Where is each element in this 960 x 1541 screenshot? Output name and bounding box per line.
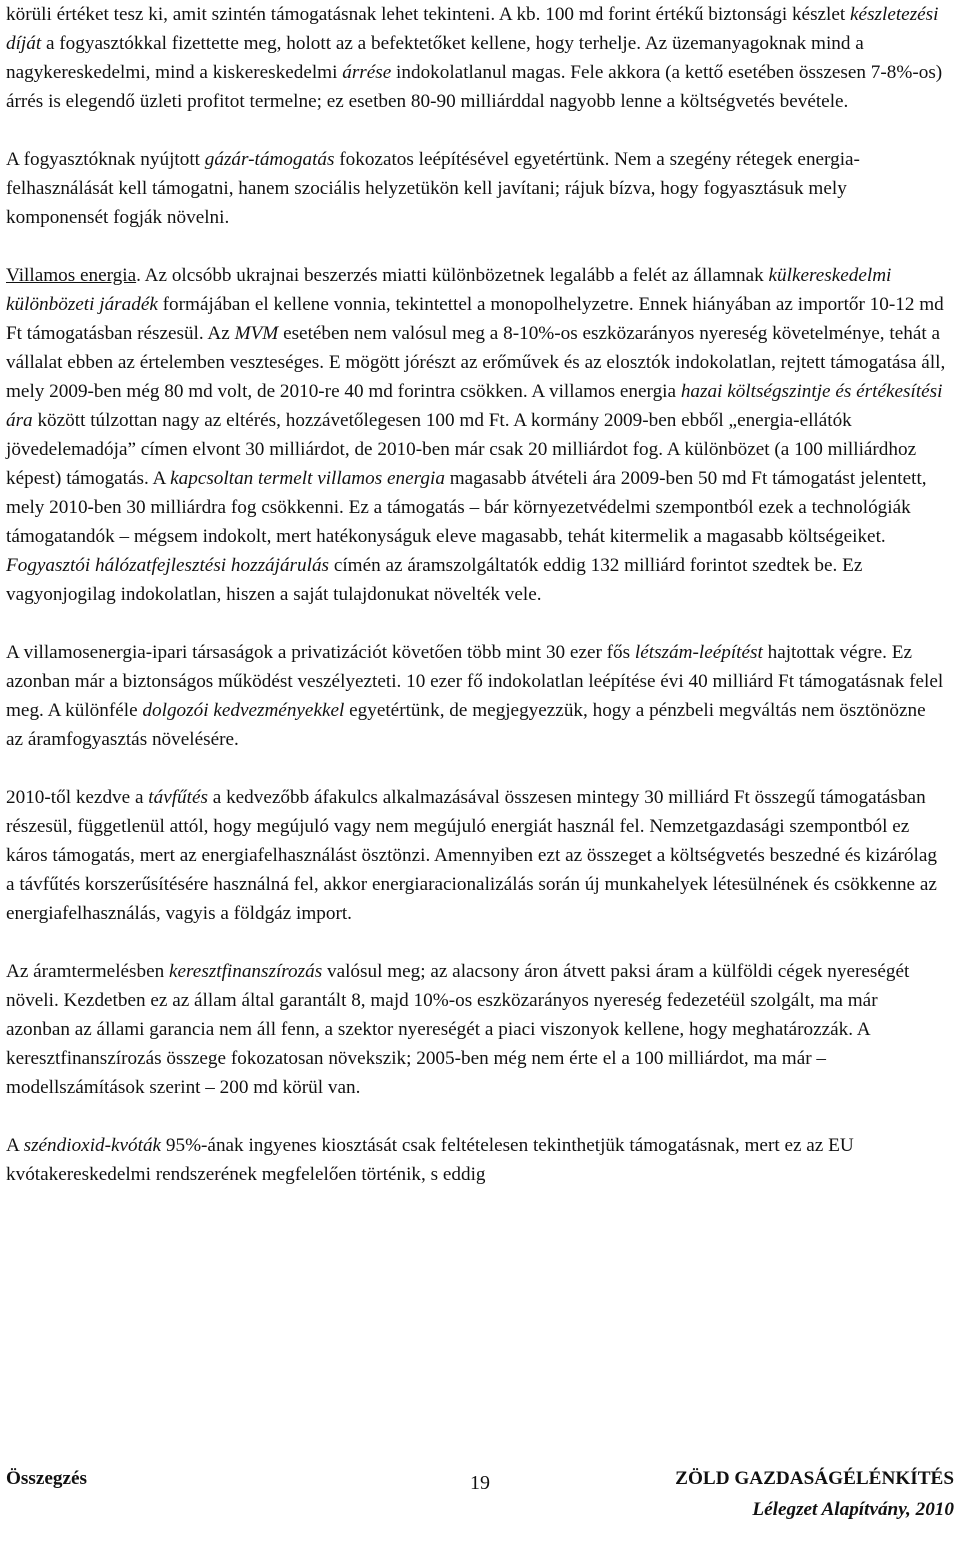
text-run: 95%-ának ingyenes kiosztását csak feltételesen tekinthetjük támogatásnak, mert ez az EU kvótakereskedelmi rendszerének megfelelően történik, s eddig [6,1135,854,1185]
text-run: magasabb átvételi ára 2009-ben 50 md Ft támogatást jelentett, mely 2010-ben 30 milliárdra fog csökkenni. Ez a támogatás – bár környezetvédelmi szempontból ezek a technológiák támogatandók – mégsem indokolt, mert hatékonyságuk eleve magasabb, tehát kitermelik a magasabb költségeiket. [6,468,927,547]
text-run: körüli értéket tesz ki, amit szintén támogatásnak lehet tekinteni. A kb. 100 md forint értékű biztonsági készlet [6,4,851,25]
paragraph-1 [6,0,946,116]
paragraph-7 [6,1131,946,1189]
text-run: a fogyasztókkal fizettette meg, holott az a befektetőket kellene, hogy terhelje. Az üzemanyagoknak mind a nagykereskedelmi, mind a kiskereskedelmi [6,33,864,83]
paragraph-5 [6,783,946,928]
emphasized-term: létszám-leépítést [634,642,763,663]
emphasized-term: készletezési díját [6,4,939,54]
emphasized-term: hazai költségszintje és értékesítési ára [6,381,943,431]
section-heading-underlined: Villamos energia [6,265,137,286]
emphasized-term: MVM [234,323,279,344]
document-body [6,0,946,1218]
paragraph-4 [6,638,946,754]
emphasized-term: árrése [342,62,392,83]
text-run: Az áramtermelésben [6,961,170,982]
paragraph-3 [6,261,946,609]
text-run: A fogyasztóknak nyújtott [6,149,205,170]
page-footer [6,1468,954,1538]
emphasized-term: keresztfinanszírozás [169,961,323,982]
footer-document-title: ZÖLD GAZDASÁGÉLÉNKÍTÉS [675,1468,954,1489]
text-run: hajtottak végre. Ez azonban már a biztonságos működést veszélyezteti. 10 ezer fő indokolatlan leépítése évi 40 milliárd Ft támogatásnak felel meg. A különféle [6,642,944,721]
emphasized-term: Fogyasztói hálózatfejlesztési hozzájárulás [6,555,330,576]
emphasized-term: távfűtés [148,787,208,808]
text-run: fokozatos leépítésével egyetértünk. Nem a szegény rétegek energia-felhasználását kell támogatni, hanem szociális helyzetükön kell javítani; rájuk bízva, hogy fogyasztásuk mely komponensét fogják növelni. [6,149,860,228]
text-run: . Az olcsóbb ukrajnai beszerzés miatti különbözetnek legalább a felét az államnak [136,265,769,286]
emphasized-term: széndioxid-kvóták [23,1135,162,1156]
footer-section-label: Összegzés [6,1468,87,1489]
text-run: egyetértünk, de megjegyezzük, hogy a pénzbeli megváltás nem ösztönözne az áramfogyasztás növelésére. [6,700,926,750]
text-run: között túlzottan nagy az eltérés, hozzávetőlegesen 100 md Ft. A kormány 2009-ben ebből „energia-ellátók jövedelemadója” címen elvont 30 milliárdot, de 2010-ben már csak 20 milliárdot fog. A különbözet (a 100 milliárdhoz képest) támogatás. A [6,410,917,489]
emphasized-term: kapcsoltan termelt villamos energia [170,468,445,489]
text-run: 2010-től kezdve a [6,787,149,808]
emphasized-term: dolgozói kedvezményekkel [142,700,345,721]
text-run: A [6,1135,24,1156]
text-run: esetében nem valósul meg a 8-10%-os eszközarányos nyereség követelménye, tehát a vállalat ebben az értelemben veszteséges. E mögött jórészt az erőművek és az elosztók indokolatlan, rejtett támogatása áll, mely 2009-ben még 80 md volt, de 2010-re 40 md forintra csökken. A villamos energia [6,323,946,402]
text-run: indokolatlanul magas. Fele akkora (a kettő esetében összesen 7-8%-os) árrés is elegendő üzleti profitot termelne; ez esetben 80-90 milliárddal nagyobb lenne a költségvetés bevétele. [6,62,943,112]
emphasized-term: gázár-támogatás [204,149,335,170]
text-run: A villamosenergia-ipari társaságok a privatizációt követően több mint 30 ezer fős [6,642,635,663]
page-number: 19 [470,1472,490,1494]
text-run: címén az áramszolgáltatók eddig 132 milliárd forintot szedtek be. Ez vagyonjogilag indokolatlan, hiszen a saját tulajdonukat növelték vele. [6,555,863,605]
footer-publisher: Lélegzet Alapítvány, 2010 [752,1499,954,1520]
emphasized-term: külkereskedelmi különbözeti járadék [6,265,892,315]
text-run: a kedvezőbb áfakulcs alkalmazásával összesen mintegy 30 milliárd Ft összegű támogatásban részesül, függetlenül attól, hogy megújuló vagy nem megújuló energiát használ fel. Nemzetgazdasági szempontból ez káros támogatás, mert az energiafelhasználást ösztönzi. Amennyiben ezt az összeget a költségvetés beszedné és kizárólag a távfűtés korszerűsítésére használná fel, akkor energiaracionalizálás során új munkahelyek létesülnének és csökkenne az energiafelhasználás, vagyis a földgáz import. [6,787,937,924]
paragraph-6 [6,957,946,1102]
text-run: valósul meg; az alacsony áron átvett paksi áram a külföldi cégek nyereségét növeli. Kezdetben ez az állam által garantált 8, majd 10%-os eszközarányos nyereség fedezetéül szolgált, ma már azonban az állami garancia nem áll fenn, a szektor nyereségét a piaci viszonyok kellene, hogy meghatározzák. A keresztfinanszírozás összege fokozatosan növekszik; 2005-ben még nem érte el a 100 milliárdot, ma már – modellszámítások szerint – 200 md körül van. [6,961,910,1098]
paragraph-2 [6,145,946,232]
text-run: formájában el kellene vonnia, tekintettel a monopolhelyzetre. Ennek hiányában az importőr 10-12 md Ft támogatásban részesül. Az [6,294,944,344]
